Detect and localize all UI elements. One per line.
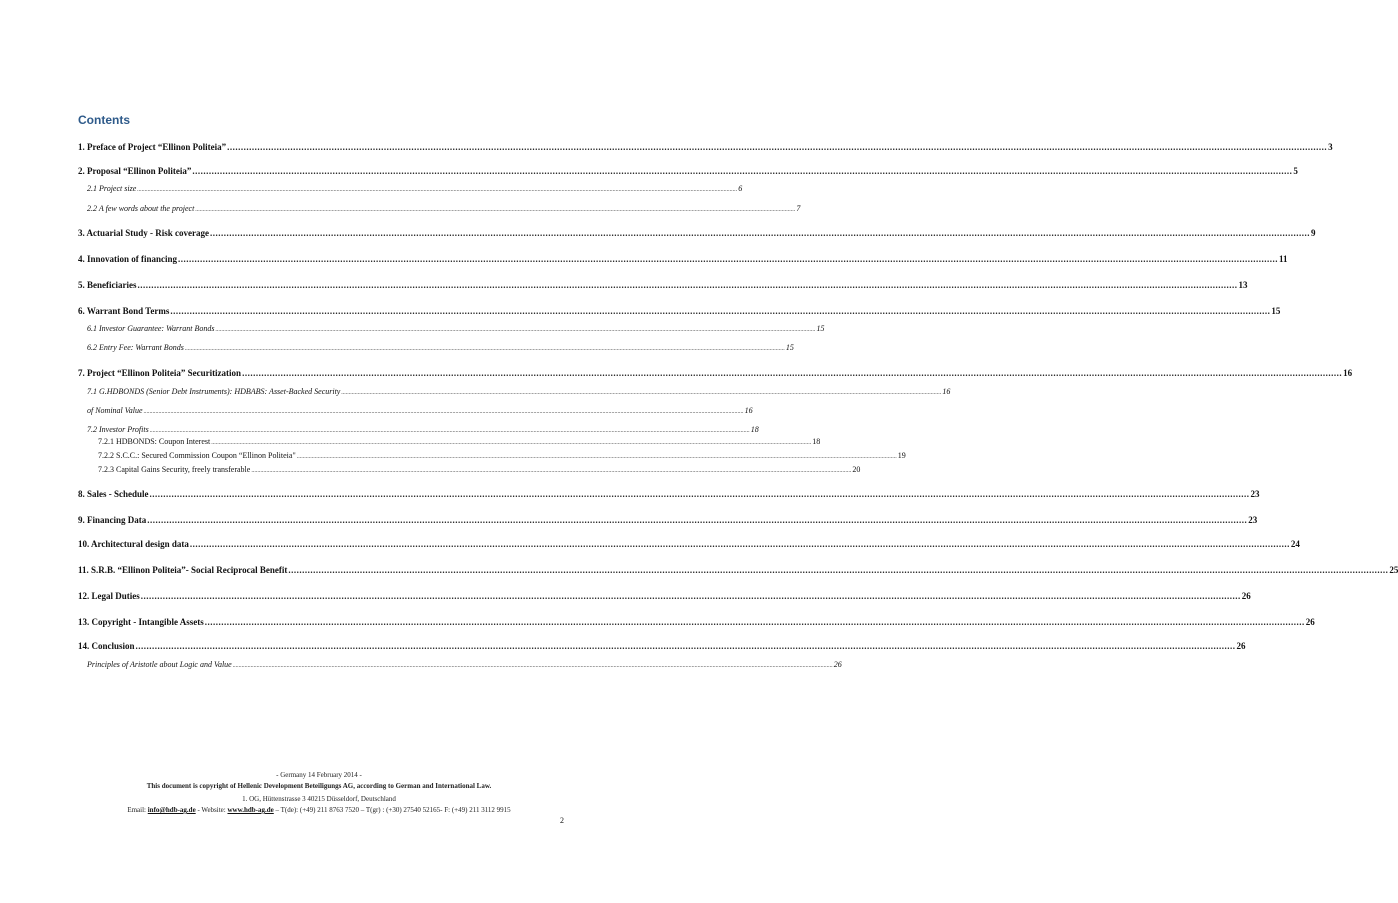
toc-leader-dots: ................................................................................................................................................................................................................................................................................................................................................................................................................	[143, 409, 744, 415]
toc-entry-title: 6.1 Investor Guarantee: Warrant Bonds	[87, 324, 215, 333]
toc-entry-page: 26	[1236, 641, 1246, 651]
toc-entry-title: 10. Architectural design data	[78, 539, 189, 549]
toc-leader-dots: ................................................................................................................................................................................................................................................................................................................................................................................................................	[210, 228, 1310, 238]
toc-leader-dots: ................................................................................................................................................................................................................................................................................................................................................................................................................	[296, 454, 897, 460]
toc-entry-page: 15	[785, 343, 794, 352]
toc-entry-page: 23	[1248, 515, 1258, 525]
toc-entry-title: 9. Financing Data	[78, 515, 147, 525]
toc-leader-dots: ................................................................................................................................................................................................................................................................................................................................................................................................................	[184, 346, 785, 352]
email-link[interactable]: info@hdb-ag.de	[147, 806, 196, 814]
toc-entry-title: 13. Copyright - Intangible Assets	[78, 617, 204, 627]
toc-entry-title: 3. Actuarial Study - Risk coverage	[78, 228, 209, 238]
toc-entry[interactable]	[98, 451, 906, 460]
website-link[interactable]: www.hdb-ag.de	[227, 806, 274, 814]
toc-entry-title: 11. S.R.B. “Ellinon Politeia”- Social Reciprocal Benefit	[78, 565, 288, 575]
toc-entry[interactable]	[78, 368, 1353, 378]
footer-contact	[0, 806, 638, 814]
toc-entry[interactable]	[78, 565, 1398, 575]
contents-heading: Contents	[78, 113, 130, 127]
toc-entry[interactable]	[87, 184, 743, 193]
toc-entry[interactable]	[78, 539, 1300, 549]
toc-entry-page: 6	[738, 184, 743, 193]
footer-address: 1. OG, Hüttenstrasse 3 40215 Düsseldorf, Deutschland	[242, 795, 396, 803]
toc-entry-page: 16	[744, 406, 753, 415]
toc-entry-title: 7.1 G.HDBONDS (Senior Debt Instruments): HDBABS: Asset-Backed Security	[87, 387, 341, 396]
toc-leader-dots: ................................................................................................................................................................................................................................................................................................................................................................................................................	[232, 663, 833, 669]
toc-entry-page: 19	[897, 451, 906, 460]
toc-entry-title: 7.2.2 S.C.C.: Secured Commission Coupon “Ellinon Politeia"	[98, 451, 296, 460]
toc-entry-page: 3	[1328, 142, 1333, 152]
toc-entry-page: 13	[1238, 280, 1248, 290]
toc-leader-dots: ................................................................................................................................................................................................................................................................................................................................................................................................................	[147, 515, 1248, 525]
toc-entry[interactable]	[78, 306, 1281, 316]
toc-leader-dots: ................................................................................................................................................................................................................................................................................................................................................................................................................	[137, 280, 1238, 290]
toc-entry[interactable]	[78, 142, 1333, 152]
toc-leader-dots: ................................................................................................................................................................................................................................................................................................................................................................................................................	[149, 489, 1250, 499]
toc-entry-page: 11	[1279, 254, 1288, 264]
toc-entry[interactable]	[78, 254, 1288, 264]
toc-entry[interactable]	[98, 437, 821, 446]
toc-entry-title: 7. Project “Ellinon Politeia” Securitization	[78, 368, 242, 378]
toc-leader-dots: ................................................................................................................................................................................................................................................................................................................................................................................................................	[195, 207, 796, 213]
toc-entry-title: 5. Beneficiaries	[78, 280, 137, 290]
toc-leader-dots: ................................................................................................................................................................................................................................................................................................................................................................................................................	[341, 390, 942, 396]
toc-entry-page: 7	[796, 204, 801, 213]
toc-entry[interactable]	[78, 515, 1258, 525]
toc-entry-title: Principles of Aristotle about Logic and Value	[87, 660, 232, 669]
toc-leader-dots: ................................................................................................................................................................................................................................................................................................................................................................................................................	[149, 428, 750, 434]
toc-entry-page: 15	[816, 324, 825, 333]
toc-entry-page: 26	[1305, 617, 1315, 627]
toc-entry-title: 7.2.1 HDBONDS: Coupon Interest	[98, 437, 211, 446]
toc-entry-page: 26	[1241, 591, 1251, 601]
toc-entry-title: 12. Legal Duties	[78, 591, 140, 601]
toc-entry-title: 6.2 Entry Fee: Warrant Bonds	[87, 343, 184, 352]
email-label: Email:	[127, 806, 148, 814]
toc-entry[interactable]	[78, 166, 1298, 176]
website-label: - Website:	[195, 806, 228, 814]
toc-entry[interactable]	[87, 406, 753, 415]
toc-entry[interactable]	[87, 204, 801, 213]
toc-entry-page: 18	[812, 437, 821, 446]
toc-entry-page: 26	[833, 660, 842, 669]
toc-entry[interactable]	[87, 660, 842, 669]
toc-entry-page: 24	[1290, 539, 1300, 549]
toc-leader-dots: ................................................................................................................................................................................................................................................................................................................................................................................................................	[242, 368, 1343, 378]
toc-entry-title: 2.2 A few words about the project	[87, 204, 195, 213]
toc-entry[interactable]	[78, 228, 1316, 238]
toc-entry-page: 25	[1389, 565, 1398, 575]
toc-leader-dots: ................................................................................................................................................................................................................................................................................................................................................................................................................	[135, 641, 1236, 651]
toc-entry-title: 14. Conclusion	[78, 641, 135, 651]
toc-leader-dots: ................................................................................................................................................................................................................................................................................................................................................................................................................	[189, 539, 1290, 549]
toc-leader-dots: ................................................................................................................................................................................................................................................................................................................................................................................................................	[251, 468, 852, 474]
toc-entry-page: 15	[1271, 306, 1281, 316]
toc-leader-dots: ................................................................................................................................................................................................................................................................................................................................................................................................................	[170, 306, 1271, 316]
footer-date: - Germany 14 February 2014 -	[276, 771, 362, 779]
toc-entry-page: 16	[1343, 368, 1353, 378]
toc-leader-dots: ................................................................................................................................................................................................................................................................................................................................................................................................................	[288, 565, 1389, 575]
toc-entry[interactable]	[78, 641, 1246, 651]
toc-leader-dots: ................................................................................................................................................................................................................................................................................................................................................................................................................	[137, 187, 738, 193]
toc-entry[interactable]	[87, 324, 825, 333]
toc-entry[interactable]	[78, 280, 1248, 290]
toc-entry[interactable]	[78, 591, 1251, 601]
toc-entry-title: 6. Warrant Bond Terms	[78, 306, 170, 316]
toc-entry-title: 4. Innovation of financing	[78, 254, 178, 264]
toc-entry[interactable]	[78, 489, 1260, 499]
toc-entry-title: 7.2.3 Capital Gains Security, freely transferable	[98, 465, 251, 474]
toc-entry-page: 23	[1250, 489, 1260, 499]
toc-entry[interactable]	[87, 343, 794, 352]
toc-entry[interactable]	[78, 617, 1315, 627]
toc-leader-dots: ................................................................................................................................................................................................................................................................................................................................................................................................................	[211, 440, 812, 446]
toc-entry-page: 16	[942, 387, 951, 396]
toc-leader-dots: ................................................................................................................................................................................................................................................................................................................................................................................................................	[204, 617, 1305, 627]
toc-entry-title: 7.2 Investor Profits	[87, 425, 149, 434]
toc-entry[interactable]	[98, 465, 861, 474]
toc-entry-title: 8. Sales - Schedule	[78, 489, 149, 499]
toc-entry-page: 5	[1293, 166, 1298, 176]
toc-entry-title: 1. Preface of Project “Ellinon Politeia”	[78, 142, 227, 152]
toc-entry-title: 2.1 Project size	[87, 184, 137, 193]
toc-entry-page: 9	[1311, 228, 1316, 238]
toc-leader-dots: ................................................................................................................................................................................................................................................................................................................................................................................................................	[178, 254, 1279, 264]
toc-entry-title: of Nominal Value	[87, 406, 143, 415]
toc-leader-dots: ................................................................................................................................................................................................................................................................................................................................................................................................................	[227, 142, 1328, 152]
phone-numbers: – T(de): (+49) 211 8763 7520 – T(gr) : (+30) 27540 52165- F: (+49) 211 3112 9915	[273, 806, 511, 814]
toc-entry[interactable]	[87, 387, 951, 396]
toc-leader-dots: ................................................................................................................................................................................................................................................................................................................................................................................................................	[140, 591, 1241, 601]
toc-leader-dots: ................................................................................................................................................................................................................................................................................................................................................................................................................	[215, 327, 816, 333]
page-number: 2	[560, 816, 564, 825]
toc-leader-dots: ................................................................................................................................................................................................................................................................................................................................................................................................................	[192, 166, 1293, 176]
toc-entry-page: 18	[750, 425, 759, 434]
footer-copyright: This document is copyright of Hellenic Development Beteiligungs AG, according to German and International Law.	[146, 782, 492, 790]
toc-entry[interactable]	[87, 425, 759, 434]
toc-entry-page: 20	[852, 465, 861, 474]
toc-entry-title: 2. Proposal “Ellinon Politeia”	[78, 166, 192, 176]
